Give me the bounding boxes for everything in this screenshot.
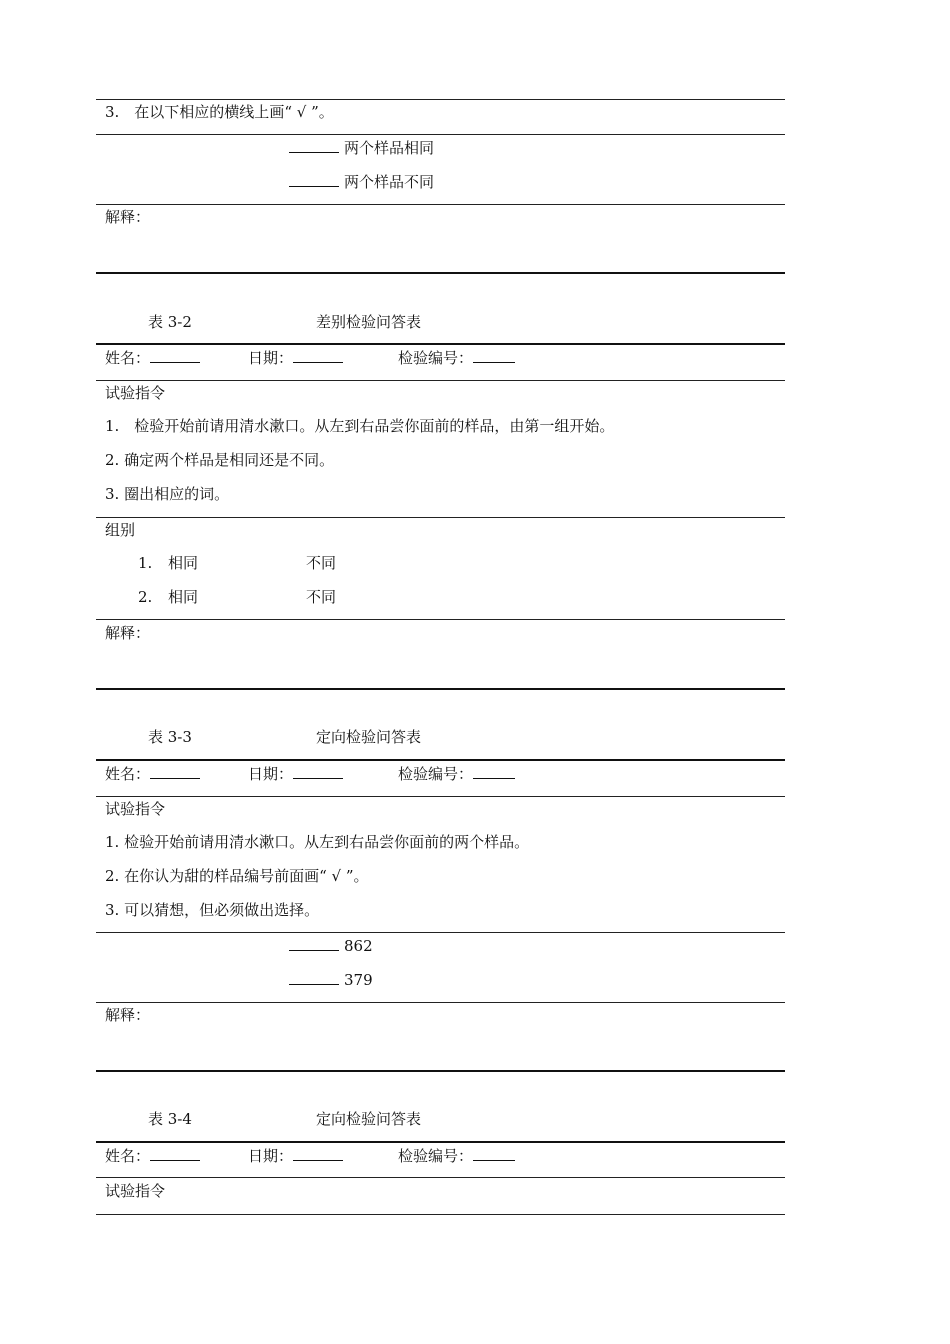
instruction-item: 2. 确定两个样品是相同还是不同。 bbox=[105, 451, 335, 469]
sample-code-row[interactable] bbox=[289, 970, 373, 990]
instructions-heading: 试验指令 bbox=[105, 1182, 166, 1200]
instruction-item: 2. 在你认为甜的样品编号前面画“ √ ”。 bbox=[105, 867, 369, 885]
instructions-heading: 试验指令 bbox=[105, 800, 166, 818]
section-end-rule bbox=[96, 272, 785, 274]
option-different-word[interactable]: 不同 bbox=[306, 554, 337, 572]
instructions-heading: 试验指令 bbox=[105, 384, 166, 402]
test-number-field[interactable]: 检验编号： bbox=[398, 348, 520, 368]
table-bottom-rule bbox=[96, 688, 785, 690]
name-blank[interactable] bbox=[150, 1147, 200, 1161]
name-field[interactable]: 姓名： bbox=[105, 348, 205, 368]
rule bbox=[96, 1002, 785, 1003]
answer-blank[interactable] bbox=[289, 937, 339, 951]
table-top-rule bbox=[96, 343, 785, 345]
sample-code: 862 bbox=[344, 937, 373, 955]
name-field[interactable]: 姓名： bbox=[105, 1146, 205, 1166]
instruction-item: 3. 可以猜想，但必须做出选择。 bbox=[105, 901, 320, 919]
test-number-blank[interactable] bbox=[473, 765, 515, 779]
test-number-field[interactable]: 检验编号： bbox=[398, 764, 520, 784]
remark-label: 解释： bbox=[105, 208, 151, 226]
rule bbox=[96, 204, 785, 205]
answer-blank[interactable] bbox=[289, 139, 339, 153]
rule bbox=[96, 517, 785, 518]
rule bbox=[96, 1177, 785, 1178]
instruction-item: 3. 圈出相应的词。 bbox=[105, 485, 230, 503]
rule bbox=[96, 932, 785, 933]
option-same-label: 两个样品相同 bbox=[344, 139, 435, 157]
option-different-label: 两个样品不同 bbox=[344, 173, 435, 191]
table-bottom-rule bbox=[96, 1070, 785, 1072]
sample-code: 379 bbox=[344, 971, 373, 989]
table-top-rule bbox=[96, 1141, 785, 1143]
name-field[interactable]: 姓名： bbox=[105, 764, 205, 784]
rule bbox=[96, 380, 785, 381]
answer-blank[interactable] bbox=[289, 971, 339, 985]
name-blank[interactable] bbox=[150, 349, 200, 363]
rule bbox=[96, 796, 785, 797]
date-blank[interactable] bbox=[293, 349, 343, 363]
option-different-word[interactable]: 不同 bbox=[306, 588, 337, 606]
date-field[interactable]: 日期： bbox=[248, 348, 348, 368]
rule bbox=[96, 1214, 785, 1215]
table-top-rule bbox=[96, 759, 785, 761]
test-number-field[interactable]: 检验编号： bbox=[398, 1146, 520, 1166]
rule bbox=[96, 619, 785, 620]
group-number: 1. bbox=[138, 554, 153, 572]
sample-code-row[interactable] bbox=[289, 936, 373, 956]
date-field[interactable]: 日期： bbox=[248, 1146, 348, 1166]
instruction-item: 1. 检验开始前请用清水漱口。从左到右品尝你面前的样品，由第一组开始。 bbox=[105, 417, 615, 435]
instruction-3: 3. 在以下相应的横线上画“ √ ”。 bbox=[105, 103, 334, 121]
table-title: 差别检验问答表 bbox=[316, 313, 422, 331]
date-field[interactable]: 日期： bbox=[248, 764, 348, 784]
table-number: 表 3-2 bbox=[148, 313, 192, 331]
table-number: 表 3-3 bbox=[148, 728, 192, 746]
option-same-row[interactable] bbox=[289, 138, 434, 158]
instruction-item: 1. 检验开始前请用清水漱口。从左到右品尝你面前的两个样品。 bbox=[105, 833, 530, 851]
remark-label: 解释： bbox=[105, 1006, 151, 1024]
table-title: 定向检验问答表 bbox=[316, 1110, 422, 1128]
answer-blank[interactable] bbox=[289, 173, 339, 187]
table-number: 表 3-4 bbox=[148, 1110, 192, 1128]
test-number-blank[interactable] bbox=[473, 1147, 515, 1161]
date-blank[interactable] bbox=[293, 1147, 343, 1161]
name-blank[interactable] bbox=[150, 765, 200, 779]
remark-label: 解释： bbox=[105, 624, 151, 642]
rule bbox=[96, 134, 785, 135]
option-different-row[interactable] bbox=[289, 172, 434, 192]
date-blank[interactable] bbox=[293, 765, 343, 779]
option-same-word[interactable]: 相同 bbox=[168, 554, 199, 572]
table-title: 定向检验问答表 bbox=[316, 728, 422, 746]
option-same-word[interactable]: 相同 bbox=[168, 588, 199, 606]
group-heading: 组别 bbox=[105, 521, 136, 539]
rule bbox=[96, 99, 785, 100]
test-number-blank[interactable] bbox=[473, 349, 515, 363]
group-number: 2. bbox=[138, 588, 153, 606]
